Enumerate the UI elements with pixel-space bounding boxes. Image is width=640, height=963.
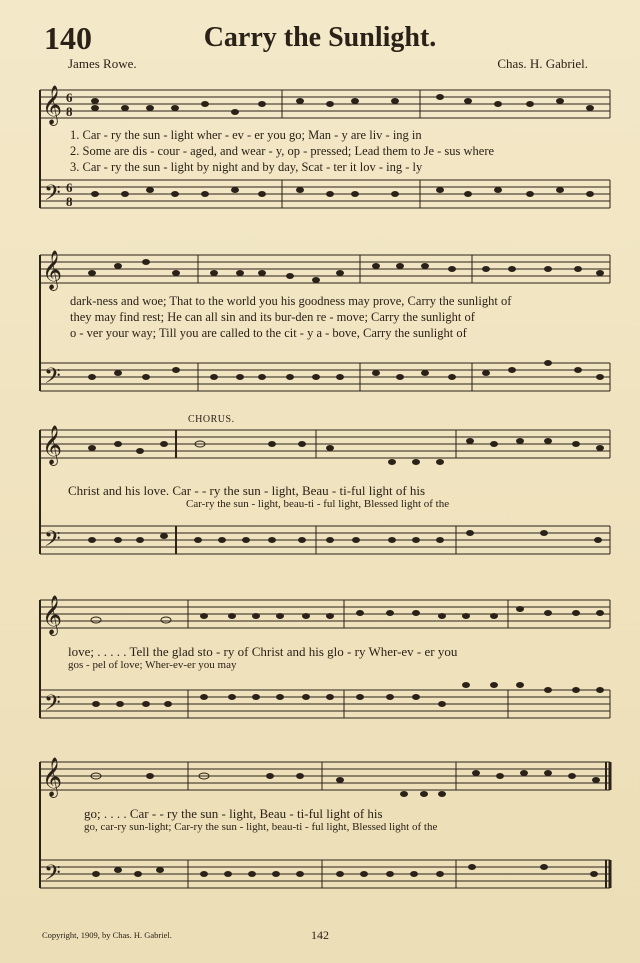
- svg-text:8: 8: [66, 194, 73, 209]
- chorus-line-1-lower: Car-ry the sun - light, beau-ti - ful light, Blessed light of the: [186, 498, 450, 510]
- verse-1-line-2: dark-ness and woe; That to the world you his goodness may prove, Carry the sunlight of: [70, 294, 512, 308]
- svg-text:𝄢: 𝄢: [44, 691, 61, 720]
- chorus-line-1-upper: Christ and his love. Car - - ry the sun - light, Beau - ti-ful light of his: [68, 483, 426, 498]
- verse-1-line-1: 1. Car - ry the sun - light wher - ev - er you go; Man - y are liv - ing in: [70, 128, 422, 142]
- verse-2-line-2: they may find rest; He can all sin and its bur-den re - move; Carry the sunlight of: [70, 310, 475, 324]
- svg-text:𝄢: 𝄢: [44, 364, 61, 393]
- hymn-number: 140: [44, 20, 92, 56]
- verse-3-line-1: 3. Car - ry the sun - light by night and by day, Scat - ter it lov - ing - ly: [70, 160, 423, 174]
- hymn-title: Carry the Sunlight.: [203, 22, 437, 53]
- copyright-notice: Copyright, 1909, by Chas. H. Gabriel.: [42, 930, 172, 940]
- svg-text:𝄢: 𝄢: [44, 181, 61, 210]
- lyricist: James Rowe.: [68, 56, 137, 71]
- svg-text:6: 6: [66, 180, 73, 195]
- chorus-line-3-upper: go; . . . . Car - - ry the sun - light, Beau - ti-ful light of his: [84, 806, 383, 821]
- composer: Chas. H. Gabriel.: [497, 56, 588, 71]
- svg-text:𝄢: 𝄢: [44, 527, 61, 556]
- svg-text:𝄞: 𝄞: [42, 252, 63, 289]
- verse-2-line-1: 2. Some are dis - cour - aged, and wear - y, op - pressed; Lead them to Je - sus where: [70, 144, 495, 158]
- svg-text:6: 6: [66, 90, 73, 105]
- verse-3-line-2: o - ver your way; Till you are called to the cit - y a - bove, Carry the sunlight of: [70, 326, 467, 340]
- svg-text:𝄞: 𝄞: [42, 87, 63, 124]
- system-5-staves: [0, 750, 640, 920]
- page-number: 142: [311, 928, 329, 942]
- chorus-line-2-lower: gos - pel of love; Wher-ev-er you may: [68, 659, 237, 671]
- chorus-line-3-lower: go, car-ry sun-light; Car-ry the sun - light, beau-ti - ful light, Blessed light of the: [84, 821, 438, 833]
- svg-text:8: 8: [66, 104, 73, 119]
- svg-text:𝄞: 𝄞: [42, 759, 63, 796]
- chorus-label: CHORUS.: [188, 414, 235, 425]
- svg-text:𝄢: 𝄢: [44, 861, 61, 890]
- chorus-line-2-upper: love; . . . . . Tell the glad sto - ry of Christ and his glo - ry Wher-ev - er you: [68, 644, 458, 659]
- svg-text:𝄞: 𝄞: [42, 427, 63, 464]
- svg-text:𝄞: 𝄞: [42, 597, 63, 634]
